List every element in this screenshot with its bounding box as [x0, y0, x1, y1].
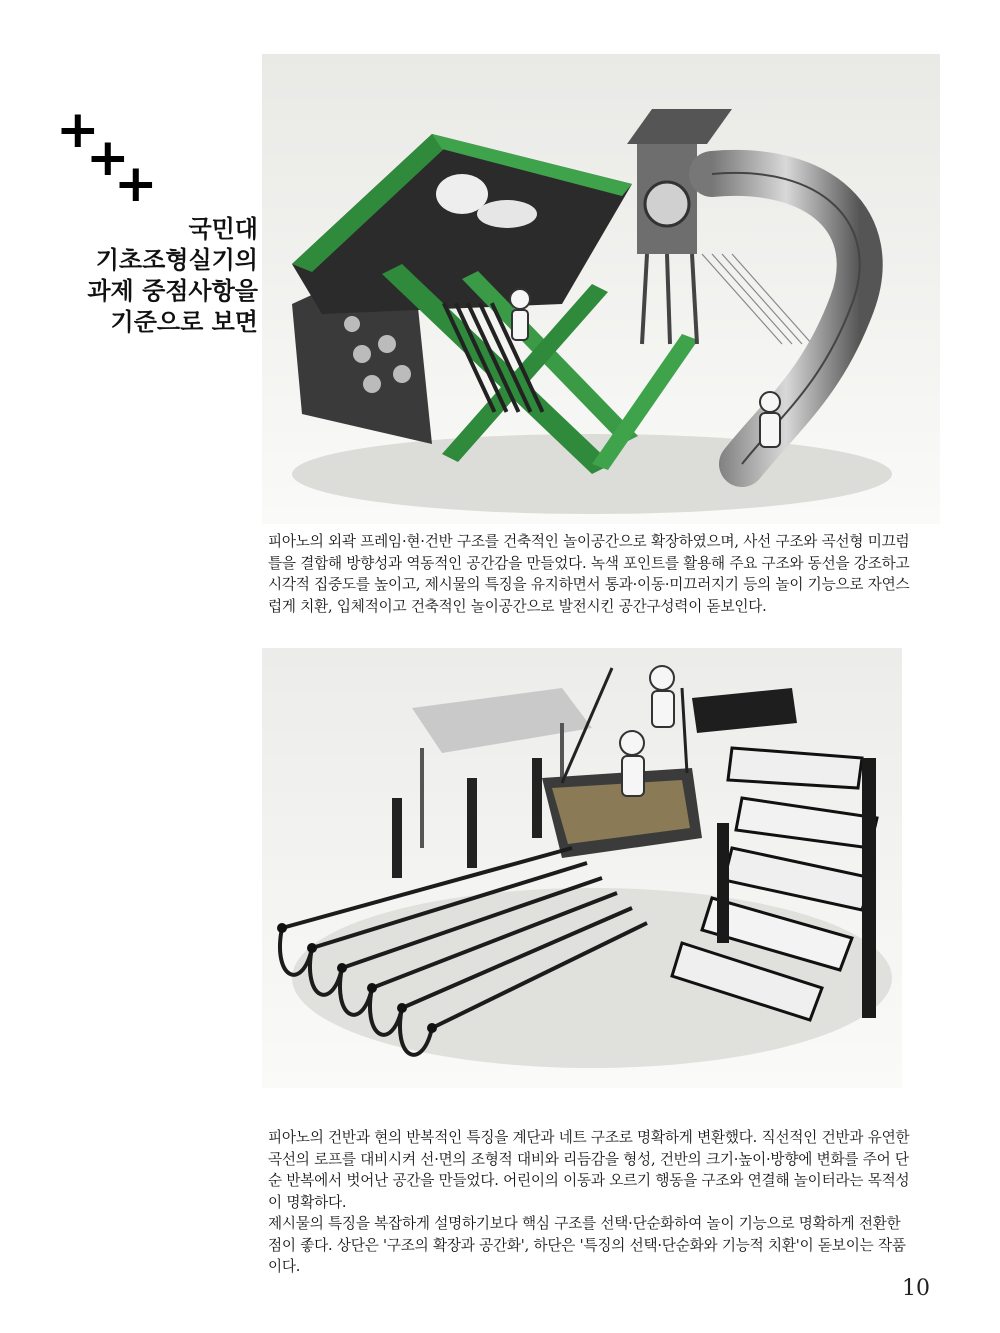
caption-bottom-text-1: 피아노의 건반과 현의 반복적인 특징을 계단과 네트 구조로 명확하게 변환했다. 직선적인 건반과 유연한 곡선의 로프를 대비시켜 선·면의 조형적 대비와 리듬감을 형성, 건반의 크기·높이·방향에 변화를 주어 단순 반복에서 벗어난 공간을 만들었다. 어린이의 이동과 오르기 행동을 구조와 연결해 놀이터라는 목적성이 명확하다. — [268, 1129, 910, 1211]
stairs-net-drawing — [262, 648, 902, 1088]
plus-icon-2: + — [86, 128, 130, 188]
page-number: 10 — [902, 1276, 930, 1301]
section-title — [18, 214, 258, 338]
caption-bottom — [268, 1127, 916, 1278]
plus-icon-3: + — [114, 154, 158, 214]
title-line-3: 과제 중점사항을 — [87, 277, 258, 305]
illustration-top — [262, 54, 940, 524]
caption-bottom-text-2: 제시물의 특징을 복잡하게 설명하기보다 핵심 구조를 선택·단순화하여 놀이 기능으로 명확하게 전환한 점이 좋다. 상단은 '구조의 확장과 공간화', 하단은 '특징의 선택·단순화와 기능적 치환'이 돋보이는 작품이다. — [268, 1215, 906, 1275]
illustration-bottom — [262, 648, 902, 1088]
title-line-4: 기준으로 보면 — [110, 308, 258, 336]
title-line-1: 국민대 — [188, 215, 258, 243]
plus-icon-1: + — [56, 100, 100, 160]
caption-top-text: 피아노의 외곽 프레임·현·건반 구조를 건축적인 놀이공간으로 확장하였으며, 사선 구조와 곡선형 미끄럼틀을 결합해 방향성과 역동적인 공간감을 만들었다. 녹색 포인트를 활용해 주요 구조와 동선을 강조하고 시각적 집중도를 높이고, 제시물의 특징을 유지하면서 통과·이동·미끄러지기 등의 놀이 기능으로 자연스럽게 치환, 입체적이고 건축적인 놀이공간으로 발전시킨 공간구성력이 돋보인다. — [268, 533, 910, 615]
title-line-2: 기초조형실기의 — [95, 246, 258, 274]
piano-playground-drawing — [262, 54, 940, 524]
caption-top — [268, 531, 916, 617]
